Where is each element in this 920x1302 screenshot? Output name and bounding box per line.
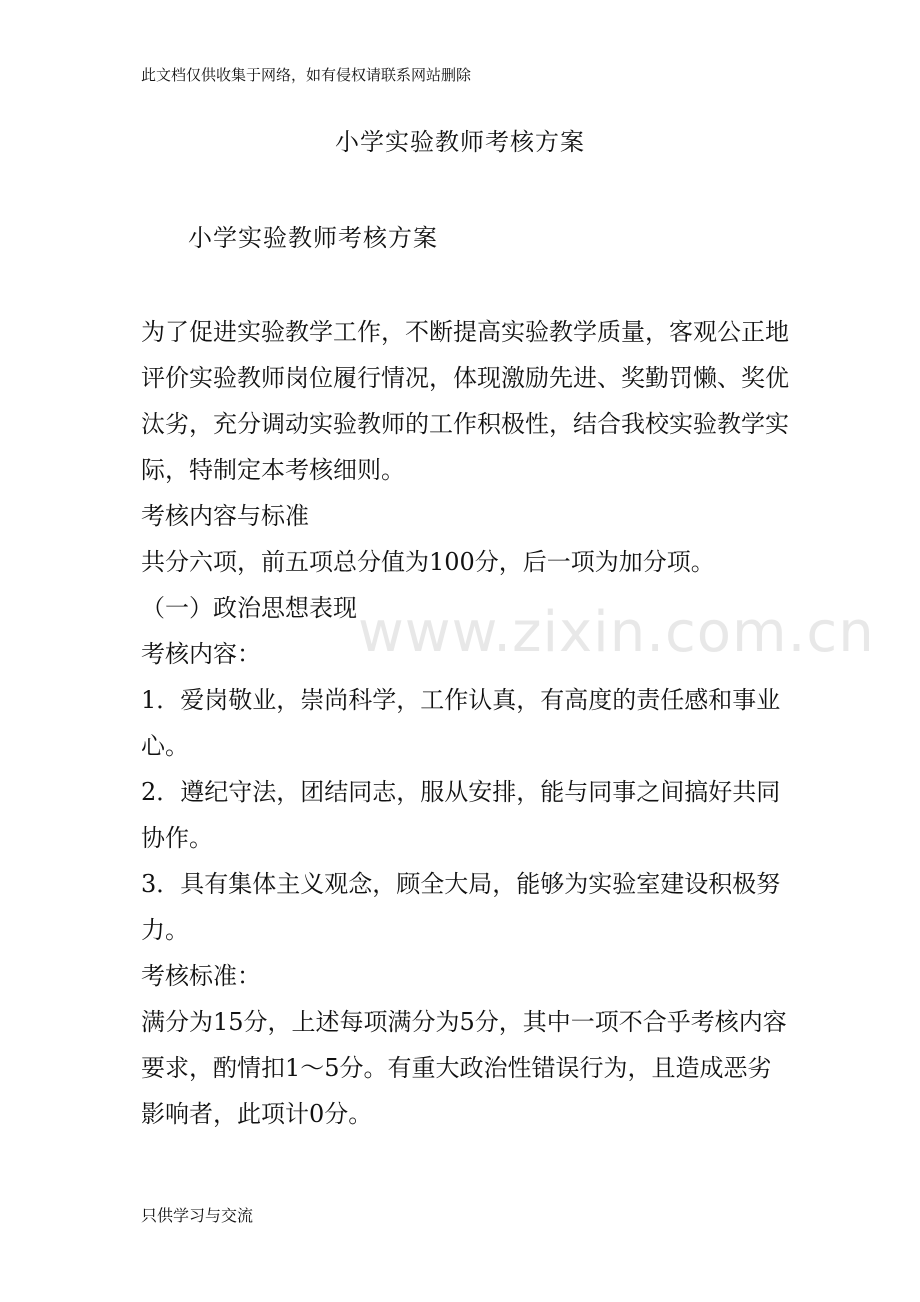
content-label: 考核内容： (141, 640, 261, 668)
subsection-heading: （一）政治思想表现 (141, 594, 357, 622)
content-item-1: 1．爱岗敬业，崇尚科学，工作认真，有高度的责任感和事业心。 (141, 686, 781, 760)
header-disclaimer: 此文档仅供收集于网络，如有侵权请联系网站删除 (141, 66, 472, 84)
document-body (141, 309, 791, 1137)
content-item-3: 3．具有集体主义观念，顾全大局，能够为实验室建设积极努力。 (141, 870, 781, 944)
watermark: www.zixin.com.cn (358, 600, 875, 665)
document-title: 小学实验教师考核方案 (335, 128, 585, 156)
content-item-2: 2．遵纪守法，团结同志，服从安排，能与同事之间搞好共同协作。 (141, 778, 781, 852)
scoring-summary: 共分六项，前五项总分值为100分，后一项为加分项。 (141, 548, 715, 576)
standard-label: 考核标准： (141, 962, 261, 990)
footer-note: 只供学习与交流 (141, 1206, 254, 1225)
intro-paragraph: 为了促进实验教学工作，不断提高实验教学质量，客观公正地评价实验教师岗位履行情况，体现激励先进、奖勤罚懒、奖优汰劣，充分调动实验教师的工作积极性，结合我校实验教学实际，特制定本考核细则。 (141, 318, 789, 484)
standard-paragraph: 满分为15分，上述每项满分为5分，其中一项不合乎考核内容要求，酌情扣1～5分。有重大政治性错误行为，且造成恶劣影响者，此项计0分。 (141, 1008, 787, 1128)
section-heading: 考核内容与标准 (141, 502, 309, 530)
document-subtitle: 小学实验教师考核方案 (188, 224, 438, 252)
